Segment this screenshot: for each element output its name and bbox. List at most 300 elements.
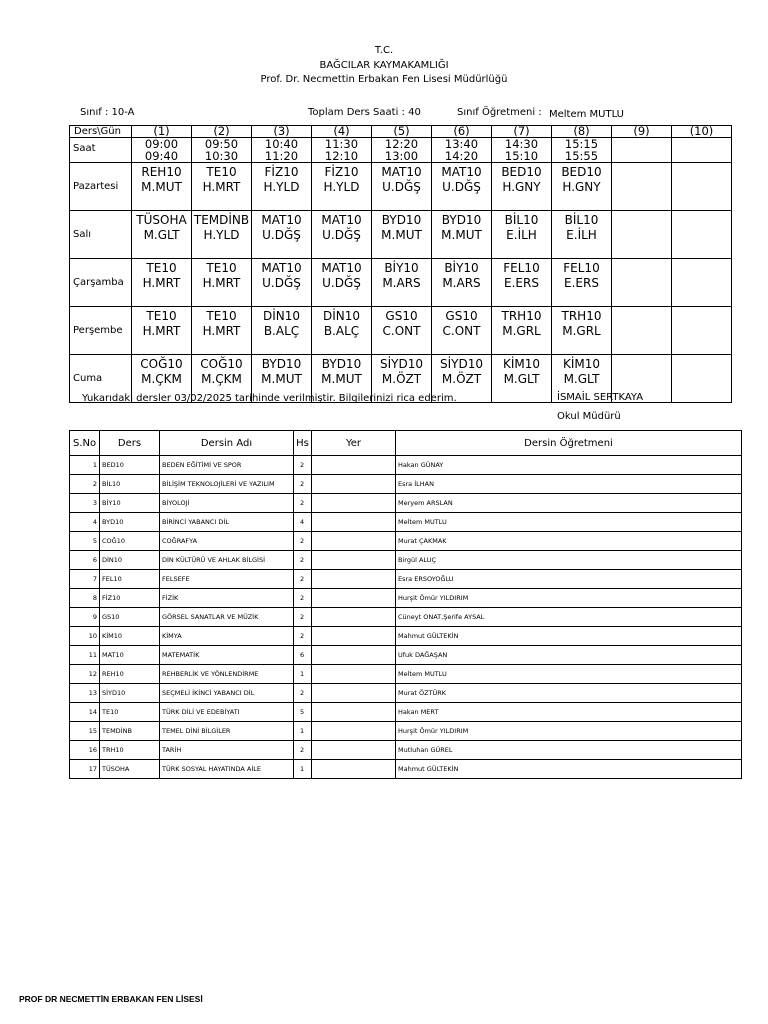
course-number: 14 xyxy=(70,703,100,722)
course-room xyxy=(312,722,396,741)
course-number: 11 xyxy=(70,646,100,665)
time-start: 13:40 xyxy=(444,137,479,151)
course-number: 6 xyxy=(70,551,100,570)
course-hours: 2 xyxy=(294,684,312,703)
course-code: TEMDİNB xyxy=(100,722,160,741)
course-hours: 2 xyxy=(294,627,312,646)
lesson-teacher: M.ÇKM xyxy=(141,371,182,386)
lesson-teacher: M.MUT xyxy=(441,227,482,242)
course-hours: 2 xyxy=(294,475,312,494)
course-row xyxy=(70,551,742,570)
course-name: FELSEFE xyxy=(160,570,294,589)
course-hours: 2 xyxy=(294,494,312,513)
lesson-code: FEL10 xyxy=(563,261,600,275)
time-cell xyxy=(312,138,372,163)
course-name: MATEMATİK xyxy=(160,646,294,665)
lesson-cell xyxy=(252,163,312,211)
course-teacher: Mahmut GÜLTEKİN xyxy=(396,760,742,779)
saat-label: Saat xyxy=(70,138,132,163)
lesson-cell xyxy=(672,307,732,355)
period-header: (9) xyxy=(612,126,672,138)
lesson-code: KİM10 xyxy=(562,357,601,371)
lesson-teacher: U.DĞŞ xyxy=(322,227,361,242)
course-code: COĞ10 xyxy=(100,532,160,551)
header-line-1: T.C. xyxy=(374,45,394,56)
day-period-corner: Ders\Gün xyxy=(70,126,132,138)
lesson-cell xyxy=(672,259,732,307)
course-teacher: Meryem ARSLAN xyxy=(396,494,742,513)
course-code: GS10 xyxy=(100,608,160,627)
course-room xyxy=(312,475,396,494)
period-header: (7) xyxy=(492,126,552,138)
course-row xyxy=(70,513,742,532)
lesson-cell xyxy=(552,211,612,259)
course-column-header: S.No xyxy=(70,431,100,456)
course-room xyxy=(312,551,396,570)
time-cell xyxy=(192,138,252,163)
course-code: DİN10 xyxy=(100,551,160,570)
lesson-cell xyxy=(432,211,492,259)
lesson-cell xyxy=(612,163,672,211)
course-teacher: Murat ÇAKMAK xyxy=(396,532,742,551)
course-name: DİN KÜLTÜRÜ VE AHLAK BİLGİSİ xyxy=(160,551,294,570)
course-name: GÖRSEL SANATLAR VE MÜZİK xyxy=(160,608,294,627)
course-row xyxy=(70,741,742,760)
lesson-code: TE10 xyxy=(206,261,237,275)
header-line-2: BAĞCILAR KAYMAKAMLIĞI xyxy=(319,59,449,71)
lesson-cell xyxy=(552,307,612,355)
lesson-code: TRH10 xyxy=(501,309,542,323)
course-column-header: Dersin Öğretmeni xyxy=(396,431,742,456)
lesson-cell xyxy=(612,211,672,259)
class-teacher-label: Sınıf Öğretmeni : xyxy=(457,107,542,118)
day-name: Çarşamba xyxy=(70,259,132,307)
time-cell xyxy=(132,138,192,163)
lesson-teacher: H.YLD xyxy=(323,179,360,194)
course-number: 3 xyxy=(70,494,100,513)
lesson-code: GS10 xyxy=(385,309,418,323)
course-row xyxy=(70,684,742,703)
lesson-teacher: C.ONT xyxy=(442,323,481,338)
lesson-code: TE10 xyxy=(206,309,237,323)
time-start: 15:15 xyxy=(564,137,599,151)
period-header: (10) xyxy=(672,126,732,138)
lesson-teacher: C.ONT xyxy=(382,323,421,338)
lesson-teacher: E.İLH xyxy=(506,227,537,242)
lesson-teacher: M.MUT xyxy=(261,371,302,386)
course-hours: 2 xyxy=(294,608,312,627)
lesson-cell xyxy=(492,211,552,259)
lesson-teacher: B.ALÇ xyxy=(263,323,300,338)
lesson-cell xyxy=(432,163,492,211)
course-room xyxy=(312,532,396,551)
lesson-teacher: U.DĞŞ xyxy=(322,275,361,290)
lesson-cell xyxy=(132,211,192,259)
lesson-cell xyxy=(132,163,192,211)
course-number: 8 xyxy=(70,589,100,608)
time-end: 14:20 xyxy=(444,149,479,163)
lesson-code: TEMDİNB xyxy=(193,213,250,227)
lesson-cell xyxy=(252,211,312,259)
course-row xyxy=(70,627,742,646)
lesson-teacher: M.ÖZT xyxy=(441,371,482,386)
lesson-teacher: H.GNY xyxy=(502,179,541,194)
course-name: BİRİNCİ YABANCI DİL xyxy=(160,513,294,532)
course-hours: 2 xyxy=(294,532,312,551)
course-name: BEDEN EĞİTİMİ VE SPOR xyxy=(160,456,294,475)
course-row xyxy=(70,532,742,551)
lesson-cell xyxy=(672,211,732,259)
course-row xyxy=(70,494,742,513)
course-name: TEMEL DİNİ BİLGİLER xyxy=(160,722,294,741)
lesson-cell xyxy=(432,259,492,307)
course-row xyxy=(70,646,742,665)
principal-title: Okul Müdürü xyxy=(557,411,621,422)
time-start: 14:30 xyxy=(504,137,539,151)
lesson-cell xyxy=(252,307,312,355)
course-number: 4 xyxy=(70,513,100,532)
course-hours: 2 xyxy=(294,570,312,589)
day-name: Pazartesi xyxy=(70,163,132,211)
course-number: 9 xyxy=(70,608,100,627)
lesson-teacher: U.DĞŞ xyxy=(382,179,421,194)
course-room xyxy=(312,456,396,475)
course-number: 2 xyxy=(70,475,100,494)
lesson-cell xyxy=(372,307,432,355)
course-code: KİM10 xyxy=(100,627,160,646)
course-hours: 2 xyxy=(294,456,312,475)
lesson-code: BYD10 xyxy=(261,357,302,371)
time-end: 13:00 xyxy=(384,149,419,163)
course-code: BİL10 xyxy=(100,475,160,494)
principal-name: İSMAİL SERTKAYA xyxy=(557,392,644,403)
header-line-3: Prof. Dr. Necmettin Erbakan Fen Lisesi Müdürlüğü xyxy=(260,74,508,85)
course-row xyxy=(70,703,742,722)
time-cell xyxy=(372,138,432,163)
course-hours: 1 xyxy=(294,665,312,684)
course-name: SEÇMELİ İKİNCİ YABANCI DİL xyxy=(160,684,294,703)
course-row xyxy=(70,456,742,475)
course-row xyxy=(70,570,742,589)
period-header-row xyxy=(70,126,732,138)
course-header-row xyxy=(70,431,742,456)
lesson-code: MAT10 xyxy=(321,261,362,275)
course-code: BYD10 xyxy=(100,513,160,532)
lesson-cell xyxy=(672,163,732,211)
lesson-code: TE10 xyxy=(206,165,237,179)
time-row xyxy=(70,138,732,163)
lesson-code: BED10 xyxy=(561,165,602,179)
lesson-cell xyxy=(492,259,552,307)
lesson-cell xyxy=(492,307,552,355)
course-room xyxy=(312,608,396,627)
time-start: 11:30 xyxy=(324,137,359,151)
lesson-teacher: E.İLH xyxy=(566,227,597,242)
lesson-cell xyxy=(672,355,732,403)
lesson-cell xyxy=(552,259,612,307)
lesson-teacher: H.MRT xyxy=(142,323,181,338)
day-row xyxy=(70,163,732,211)
lesson-code: BED10 xyxy=(501,165,542,179)
lesson-code: FİZ10 xyxy=(264,165,299,179)
course-code: TE10 xyxy=(100,703,160,722)
course-code: MAT10 xyxy=(100,646,160,665)
lesson-teacher: M.ÖZT xyxy=(381,371,422,386)
course-row xyxy=(70,722,742,741)
course-code: BED10 xyxy=(100,456,160,475)
lesson-teacher: H.YLD xyxy=(203,227,240,242)
lesson-code: BYD10 xyxy=(321,357,362,371)
course-teacher: Ufuk DAĞAŞAN xyxy=(396,646,742,665)
period-header: (3) xyxy=(252,126,312,138)
period-header: (6) xyxy=(432,126,492,138)
lesson-cell xyxy=(312,259,372,307)
course-room xyxy=(312,589,396,608)
course-teacher: Esra İLHAN xyxy=(396,475,742,494)
lesson-code: TE10 xyxy=(146,309,177,323)
lesson-teacher: M.ÇKM xyxy=(201,371,242,386)
course-column-header: Ders xyxy=(100,431,160,456)
lesson-code: TÜSOHA xyxy=(136,213,187,227)
lesson-teacher: U.DĞŞ xyxy=(262,275,301,290)
course-row xyxy=(70,760,742,779)
lesson-code: MAT10 xyxy=(261,213,302,227)
lesson-code: DİN10 xyxy=(322,309,361,323)
course-teacher: Meltem MUTLU xyxy=(396,513,742,532)
course-room xyxy=(312,760,396,779)
day-row xyxy=(70,307,732,355)
course-row xyxy=(70,589,742,608)
course-teacher: Hakan GÜNAY xyxy=(396,456,742,475)
lesson-teacher: M.GRL xyxy=(502,323,541,338)
day-name: Salı xyxy=(70,211,132,259)
period-header: (4) xyxy=(312,126,372,138)
lesson-teacher: H.GNY xyxy=(562,179,601,194)
course-number: 10 xyxy=(70,627,100,646)
lesson-cell xyxy=(312,163,372,211)
course-hours: 2 xyxy=(294,741,312,760)
course-room xyxy=(312,646,396,665)
lesson-code: FEL10 xyxy=(503,261,540,275)
lesson-cell xyxy=(132,307,192,355)
course-name: BİLİŞİM TEKNOLOJİLERİ VE YAZILIM xyxy=(160,475,294,494)
lesson-code: KİM10 xyxy=(502,357,541,371)
time-cell xyxy=(252,138,312,163)
course-room xyxy=(312,513,396,532)
course-number: 5 xyxy=(70,532,100,551)
lesson-cell xyxy=(372,163,432,211)
lesson-teacher: M.GLT xyxy=(563,371,600,386)
course-number: 12 xyxy=(70,665,100,684)
lesson-teacher: M.MUT xyxy=(321,371,362,386)
lesson-teacher: M.ARS xyxy=(382,275,421,290)
total-hours-label: Toplam Ders Saati : 40 xyxy=(308,107,421,118)
course-number: 15 xyxy=(70,722,100,741)
course-room xyxy=(312,684,396,703)
course-room xyxy=(312,494,396,513)
lesson-cell xyxy=(312,307,372,355)
lesson-teacher: B.ALÇ xyxy=(323,323,360,338)
course-room xyxy=(312,627,396,646)
lesson-cell xyxy=(612,259,672,307)
course-row xyxy=(70,475,742,494)
course-room xyxy=(312,570,396,589)
lesson-code: FİZ10 xyxy=(324,165,359,179)
time-start: 09:50 xyxy=(204,137,239,151)
course-name: TÜRK DİLİ VE EDEBİYATI xyxy=(160,703,294,722)
lesson-teacher: M.GLT xyxy=(503,371,540,386)
lesson-code: TE10 xyxy=(146,261,177,275)
course-teacher: Esra ERSOYOĞLU xyxy=(396,570,742,589)
course-teacher: Cüneyt ONAT,Şerife AYSAL xyxy=(396,608,742,627)
lesson-code: BİY10 xyxy=(444,261,479,275)
course-hours: 2 xyxy=(294,551,312,570)
lesson-code: DİN10 xyxy=(262,309,301,323)
course-room xyxy=(312,703,396,722)
course-code: TRH10 xyxy=(100,741,160,760)
lesson-cell xyxy=(492,163,552,211)
lesson-cell xyxy=(192,211,252,259)
time-cell xyxy=(672,138,732,163)
time-start: 09:00 xyxy=(144,137,179,151)
lesson-cell xyxy=(192,259,252,307)
course-teacher: Hakan MERT xyxy=(396,703,742,722)
course-column-header: Dersin Adı xyxy=(160,431,294,456)
course-teacher: Mahmut GÜLTEKİN xyxy=(396,627,742,646)
lesson-code: BİL10 xyxy=(504,213,539,227)
course-number: 16 xyxy=(70,741,100,760)
course-hours: 4 xyxy=(294,513,312,532)
course-column-header: Yer xyxy=(312,431,396,456)
course-name: BİYOLOJİ xyxy=(160,494,294,513)
course-code: REH10 xyxy=(100,665,160,684)
course-code: BİY10 xyxy=(100,494,160,513)
lesson-cell xyxy=(492,355,552,403)
time-end: 15:55 xyxy=(564,149,599,163)
course-column-header: Hs xyxy=(294,431,312,456)
course-teacher: Murat ÖZTÜRK xyxy=(396,684,742,703)
lesson-teacher: E.ERS xyxy=(504,275,539,290)
course-list-table xyxy=(69,430,742,779)
period-header: (5) xyxy=(372,126,432,138)
course-hours: 1 xyxy=(294,722,312,741)
course-name: TÜRK SOSYAL HAYATINDA AİLE xyxy=(160,760,294,779)
period-header: (1) xyxy=(132,126,192,138)
course-number: 1 xyxy=(70,456,100,475)
course-hours: 5 xyxy=(294,703,312,722)
lesson-code: MAT10 xyxy=(261,261,302,275)
course-name: TARİH xyxy=(160,741,294,760)
lesson-cell xyxy=(612,307,672,355)
lesson-code: COĞ10 xyxy=(200,357,243,371)
lesson-teacher: U.DĞŞ xyxy=(442,179,481,194)
lesson-teacher: M.ARS xyxy=(442,275,481,290)
time-start: 10:40 xyxy=(264,137,299,151)
time-end: 10:30 xyxy=(204,149,239,163)
lesson-teacher: H.MRT xyxy=(202,179,241,194)
time-end: 09:40 xyxy=(144,149,179,163)
lesson-cell xyxy=(312,211,372,259)
course-room xyxy=(312,665,396,684)
time-cell xyxy=(492,138,552,163)
footer-school-name: PROF DR NECMETTİN ERBAKAN FEN LİSESİ xyxy=(19,994,203,1004)
issue-note: Yukarıdaki dersler 03/02/2025 tarihinde verilmiştir. Bilgilerinizi rica ederim. xyxy=(82,393,457,404)
course-code: FİZ10 xyxy=(100,589,160,608)
course-name: KİMYA xyxy=(160,627,294,646)
time-cell xyxy=(612,138,672,163)
time-end: 11:20 xyxy=(264,149,299,163)
lesson-teacher: H.MRT xyxy=(202,275,241,290)
lesson-code: BİY10 xyxy=(384,261,419,275)
time-end: 12:10 xyxy=(324,149,359,163)
weekly-timetable xyxy=(69,125,732,403)
course-code: TÜSOHA xyxy=(100,760,160,779)
class-teacher-name: Meltem MUTLU xyxy=(549,109,624,120)
lesson-cell xyxy=(192,307,252,355)
lesson-cell xyxy=(372,259,432,307)
lesson-code: REH10 xyxy=(141,165,182,179)
time-end: 15:10 xyxy=(504,149,539,163)
lesson-code: BİL10 xyxy=(564,213,599,227)
lesson-code: COĞ10 xyxy=(140,357,183,371)
course-number: 13 xyxy=(70,684,100,703)
course-teacher: Hurşit Ömür YILDIRIM xyxy=(396,589,742,608)
time-start: 12:20 xyxy=(384,137,419,151)
lesson-teacher: M.MUT xyxy=(141,179,182,194)
lesson-teacher: U.DĞŞ xyxy=(262,227,301,242)
period-header: (8) xyxy=(552,126,612,138)
lesson-teacher: H.MRT xyxy=(202,323,241,338)
lesson-code: SİYD10 xyxy=(440,357,483,371)
lesson-cell xyxy=(552,163,612,211)
lesson-cell xyxy=(252,259,312,307)
lesson-teacher: E.ERS xyxy=(564,275,599,290)
course-teacher: Mutluhan GÜREL xyxy=(396,741,742,760)
lesson-code: BYD10 xyxy=(381,213,422,227)
lesson-cell xyxy=(192,163,252,211)
lesson-cell xyxy=(432,307,492,355)
lesson-teacher: H.YLD xyxy=(263,179,300,194)
day-name: Cuma xyxy=(70,355,132,403)
course-hours: 1 xyxy=(294,760,312,779)
course-name: FİZİK xyxy=(160,589,294,608)
lesson-cell xyxy=(372,211,432,259)
time-cell xyxy=(432,138,492,163)
lesson-teacher: M.GLT xyxy=(143,227,180,242)
course-row xyxy=(70,665,742,684)
course-name: COĞRAFYA xyxy=(160,532,294,551)
lesson-code: MAT10 xyxy=(321,213,362,227)
course-name: REHBERLİK VE YÖNLENDİRME xyxy=(160,665,294,684)
period-header: (2) xyxy=(192,126,252,138)
day-name: Perşembe xyxy=(70,307,132,355)
lesson-code: BYD10 xyxy=(441,213,482,227)
class-label: Sınıf : 10-A xyxy=(80,107,135,118)
course-teacher: Birgül ALUÇ xyxy=(396,551,742,570)
course-hours: 6 xyxy=(294,646,312,665)
day-row xyxy=(70,259,732,307)
course-code: SİYD10 xyxy=(100,684,160,703)
course-number: 17 xyxy=(70,760,100,779)
course-code: FEL10 xyxy=(100,570,160,589)
lesson-code: MAT10 xyxy=(381,165,422,179)
lesson-code: TRH10 xyxy=(561,309,602,323)
lesson-code: MAT10 xyxy=(441,165,482,179)
course-teacher: Hurşit Ömür YILDIRIM xyxy=(396,722,742,741)
lesson-teacher: M.MUT xyxy=(381,227,422,242)
lesson-code: GS10 xyxy=(445,309,478,323)
lesson-teacher: M.GRL xyxy=(562,323,601,338)
